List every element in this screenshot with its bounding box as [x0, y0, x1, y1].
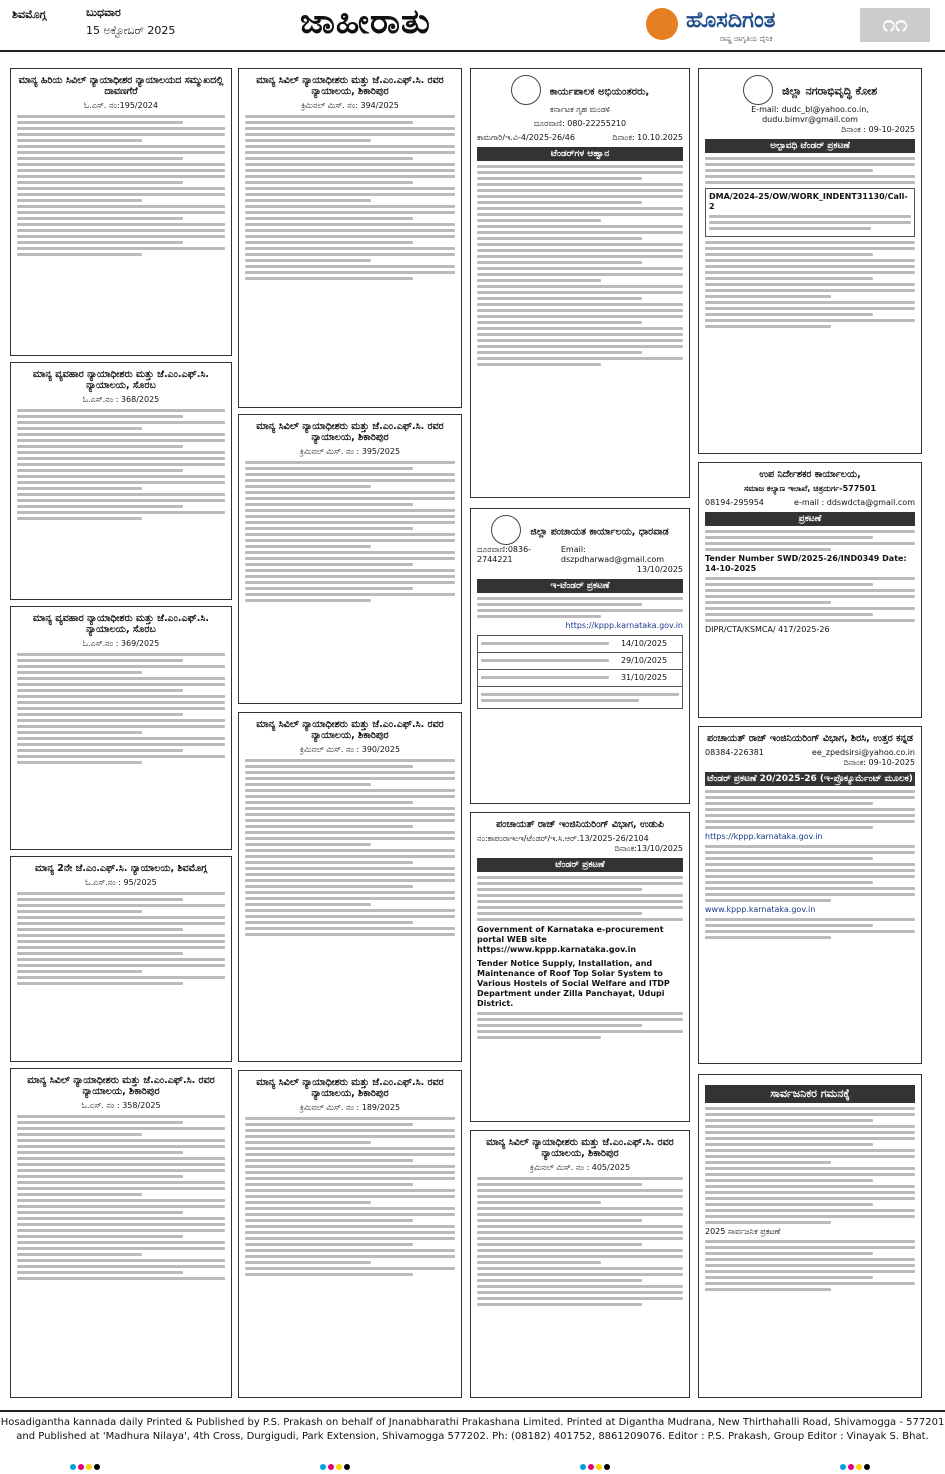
office-title: ಉಪ ನಿರ್ದೇಶಕರ ಕಾರ್ಯಾಲಯ, [759, 469, 861, 480]
notice-banner: ಇ-ಟೆಂಡರ್ ಪ್ರಕಟಣೆ [477, 579, 683, 593]
brand-tagline: ರಾಷ್ಟ್ರ ಜಾಗೃತಿಯ ದೈನಿಕ [720, 35, 773, 43]
notice-date: ದಿನಾಂಕ: 09-10-2025 [843, 758, 915, 767]
government-seal-icon [743, 75, 773, 105]
office-email: E-mail: dudc_bl@yahoo.co.in, dudu.bimvr@gmail.com [751, 105, 869, 124]
imprint-line: and Published at 'Madhura Nilaya', 4th Cross, Durgigudi, Park Extension, Shivamogga 577202. Ph: (08182) 401752, 8861209076. Editor : P.S. Prakash, Group Editor : Vinayak S. Bhat. [16, 1430, 929, 1442]
nagara-tender-notice [698, 68, 922, 454]
notice-date: 13/10/2025 [636, 565, 683, 574]
notice-banner: ಟೆಂಡರ್‌ಗಳ ಆಹ್ವಾನ [477, 147, 683, 161]
edition-day: ಬುಧವಾರ [86, 6, 121, 19]
office-title: ಜಿಲ್ಲಾ ಪಂಚಾಯತ ಕಾರ್ಯಾಲಯ, ಧಾರವಾಡ [530, 526, 669, 538]
tender-number: DMA/2024-25/OW/WORK_INDENT31130/Call-2 [709, 192, 908, 211]
public-notice [698, 1074, 922, 1398]
work-description: Tender Notice Supply, Installation, and Maintenance of Roof Top Solar System to Various Hostels of Social Welfare and ITDP Department under Zilla Panchayat, Udupi District. [477, 959, 670, 1008]
notice-heading: ಮಾನ್ಯ ಸಿವಿಲ್ ನ್ಯಾಯಾಧೀಶರು ಮತ್ತು ಜೆ.ಎಂ.ಎಫ್.ಸಿ. ರವರ ನ್ಯಾಯಾಲಯ, ಶಿಕಾರಿಪುರ [256, 1077, 444, 1099]
office-subtitle: ಕರ್ನಾಟಕ ಗೃಹ ಮಂಡಳಿ [549, 105, 611, 114]
office-email: Email: dszpdharwad@gmail.com [560, 545, 665, 564]
reference-number: ಕಾಮಗಾರಿ/ಇ.ವಿ-4/2025-26/46 [477, 133, 575, 142]
office-phone: 08384-226381 [705, 748, 764, 757]
office-phone: ದೂರವಾಣಿ: 080-22255210 [533, 119, 627, 128]
notice-heading: ಮಾನ್ಯ ಸಿವಿಲ್ ನ್ಯಾಯಾಧೀಶರು ಮತ್ತು ಜೆ.ಎಂ.ಎಫ್.ಸಿ. ರವರ ನ್ಯಾಯಾಲಯ, ಶಿಕಾರಿಪುರ [256, 421, 444, 443]
panchayat-raj-tender-notice [698, 726, 922, 1064]
dipr-reference: DIPR/CTA/KSMCA/ 417/2025-26 [705, 625, 830, 634]
imprint-footer [0, 1410, 945, 1464]
e-procurement-link[interactable]: https://kppp.karnataka.gov.in [565, 621, 683, 630]
notice-banner: ಟೆಂಡರ್ ಪ್ರಕಟಣೆ [477, 858, 683, 872]
notice-heading: ಮಾನ್ಯ ಸಿವಿಲ್ ನ್ಯಾಯಾಧೀಶರು ಮತ್ತು ಜೆ.ಎಂ.ಎಫ್.ಸಿ. ರವರ ನ್ಯಾಯಾಲಯ, ಶಿಕಾರಿಪುರ [256, 75, 444, 97]
office-title: ಪಂಚಾಯತ್ ರಾಜ್ ಇಂಜಿನಿಯರಿಂಗ್ ವಿಭಾಗ, ಶಿರಸಿ, ಉತ್ತರ ಕನ್ನಡ [707, 733, 913, 744]
reference-number: ನಂ:ಕಾಪಂರಾಇಂಇ/ಟೆಂಡರ್/ಇ.ಸಿ.ಆರ್.13/2025-26/2104 [477, 834, 649, 843]
kaiga-tender-notice [470, 68, 690, 498]
case-number: ಓ.ಎಸ್.ನಂ : 95/2025 [85, 878, 157, 887]
notice-year: 2025 ಸಾರ್ವಜನಿಕ ಪ್ರಕಟಣೆ [705, 1227, 781, 1236]
office-phone: 08194-295954 [705, 498, 764, 507]
registration-marks [840, 1455, 872, 1461]
e-procurement-link[interactable]: https://kppp.karnataka.gov.in [705, 832, 823, 841]
court-notice [238, 68, 462, 408]
notice-heading: ಮಾನ್ಯ 2ನೇ ಜೆ.ಎಂ.ಎಫ್.ಸಿ. ನ್ಯಾಯಾಲಯ, ಶಿವಮೊಗ್ಗ [35, 863, 207, 874]
notice-heading: ಮಾನ್ಯ ಸಿವಿಲ್ ನ್ಯಾಯಾಧೀಶರು ಮತ್ತು ಜೆ.ಎಂ.ಎಫ್.ಸಿ. ರವರ ನ್ಯಾಯಾಲಯ, ಶಿಕಾರಿಪುರ [27, 1075, 215, 1097]
court-notice [10, 1068, 232, 1398]
office-phone: ದೂರವಾಣಿ:0836-2744221 [477, 545, 532, 564]
samaja-kalyana-notice [698, 462, 922, 718]
edition-date: 15 ಅಕ್ಟೋಬರ್ 2025 [86, 24, 176, 37]
page-title: ಜಾಹೀರಾತು [300, 2, 431, 42]
schedule-date: 14/10/2025 [620, 639, 668, 648]
notice-banner: ಸಾರ್ವಜನಿಕರ ಗಮನಕ್ಕೆ [705, 1085, 915, 1103]
e-procurement-link[interactable]: www.kppp.karnataka.gov.in [705, 905, 816, 914]
case-number: ಕ್ರಿಮಿನಲ್ ಮಿಸ್. ನಂ : 390/2025 [299, 745, 401, 754]
brand-name: ಹೊಸದಿಗಂತ [686, 8, 776, 33]
schedule-date: 31/10/2025 [620, 673, 668, 682]
case-number: ಕ್ರಿಮಿನಲ್ ಮಿಸ್. ನಂ : 405/2025 [529, 1163, 631, 1172]
dharwad-tender-notice [470, 508, 690, 804]
case-number: ಓ.ಎಸ್. ನಂ:195/2024 [84, 101, 158, 110]
court-notice [238, 1070, 462, 1398]
notice-date: ದಿನಾಂಕ:13/10/2025 [614, 844, 683, 853]
case-number: ಓ.ಎಸ್.ನಂ : 369/2025 [82, 639, 160, 648]
udupi-tender-notice [470, 812, 690, 1122]
schedule-date: 29/10/2025 [620, 656, 668, 665]
tender-schedule-table [477, 635, 683, 709]
court-notice [10, 68, 232, 356]
brand-logo-icon [646, 8, 678, 40]
court-notice [10, 856, 232, 1062]
masthead [0, 0, 945, 52]
government-seal-icon [511, 75, 541, 105]
registration-marks [70, 1455, 102, 1461]
court-notice [10, 606, 232, 850]
notice-heading: ಮಾನ್ಯ ಸಿವಿಲ್ ನ್ಯಾಯಾಧೀಶರು ಮತ್ತು ಜೆ.ಎಂ.ಎಫ್.ಸಿ. ರವರ ನ್ಯಾಯಾಲಯ, ಶಿಕಾರಿಪುರ [256, 719, 444, 741]
page-number: ೧೧ [860, 8, 930, 42]
edition-city: ಶಿವಮೊಗ್ಗ [12, 8, 47, 21]
notice-heading: ಮಾನ್ಯ ಹಿರಿಯ ಸಿವಿಲ್ ನ್ಯಾಯಾಧೀಶರ ನ್ಯಾಯಾಲಯದ ಸಮ್ಮುಖದಲ್ಲಿ ದಾವಣಗೆರೆ [18, 75, 224, 97]
notice-date: ದಿನಾಂಕ : 09-10-2025 [841, 125, 915, 134]
imprint-line: Hosadigantha kannada daily Printed & Published by P.S. Prakash on behalf of Jnanabharathi Prakashana Limited. Printed at Digantha Mudrana, New Thirthahalli Road, Shivamogga - 577201 [0, 1417, 945, 1428]
office-title: ಜಿಲ್ಲಾ ನಗರಾಭಿವೃದ್ಧಿ ಕೋಶ [781, 84, 878, 98]
zilla-panchayat-seal-icon [491, 515, 521, 545]
notice-heading: ಮಾನ್ಯ ಸಿವಿಲ್ ನ್ಯಾಯಾಧೀಶರು ಮತ್ತು ಜೆ.ಎಂ.ಎಫ್.ಸಿ. ರವರ ನ್ಯಾಯಾಲಯ, ಶಿಕಾರಿಪುರ [486, 1137, 674, 1159]
office-title: ಕಾರ್ಯಪಾಲಕ ಅಭಿಯಂತರರು, [549, 86, 650, 98]
notice-heading: ಮಾನ್ಯ ವ್ಯವಹಾರ ನ್ಯಾಯಾಧೀಶರು ಮತ್ತು ಜೆ.ಎಂ.ಎಫ್.ಸಿ. ನ್ಯಾಯಾಲಯ, ಸೊರಬ [33, 613, 209, 635]
case-number: ಕ್ರಿಮಿನಲ್ ಮಿಸ್. ನಂ : 189/2025 [299, 1103, 401, 1112]
e-procurement-portal: Government of Karnataka e-procurement portal WEB site https://www.kppp.karnataka.gov.in [477, 925, 664, 954]
court-notice [10, 362, 232, 600]
case-number: ಕ್ರಿಮಿನಲ್ ಮಿಸ್. ನಂ : 395/2025 [299, 447, 401, 456]
case-number: ಓ.ಎಸ್. ನಂ : 358/2025 [81, 1101, 161, 1110]
court-notice [238, 414, 462, 704]
court-notice [238, 712, 462, 1062]
registration-marks [320, 1455, 352, 1461]
registration-marks [580, 1455, 612, 1461]
notice-banner: ಅಲ್ಪಾವಧಿ ಟೆಂಡರ್ ಪ್ರಕಟಣೆ [705, 139, 915, 153]
notice-heading: ಮಾನ್ಯ ವ್ಯವಹಾರ ನ್ಯಾಯಾಧೀಶರು ಮತ್ತು ಜೆ.ಎಂ.ಎಫ್.ಸಿ. ನ್ಯಾಯಾಲಯ, ಸೊರಬ [33, 369, 209, 391]
office-email: ee_zpedsirsi@yahoo.co.in [811, 748, 915, 757]
office-subtitle: ಸಮಾಜ ಕಲ್ಯಾಣ ಇಲಾಖೆ, ಚಿತ್ರದುರ್ಗ-577501 [743, 484, 877, 493]
court-notice [470, 1130, 690, 1398]
notice-banner: ಟೆಂಡರ್ ಪ್ರಕಟಣೆ 20/2025-26 (ಇ-ಪ್ರೊಕ್ಯೂರ್ಮೆಂಟ್ ಮೂಲಕ) [705, 772, 915, 786]
case-number: ಕ್ರಿಮಿನಲ್ ಮಿಸ್. ನಂ: 394/2025 [301, 101, 399, 110]
office-email: e-mail : ddswdcta@gmail.com [794, 498, 915, 507]
case-number: ಓ.ಎಸ್.ನಂ : 368/2025 [82, 395, 160, 404]
notice-date: ದಿನಾಂಕ: 10.10.2025 [612, 133, 683, 142]
tender-number: Tender Number SWD/2025-26/IND0349 Date: 14-10-2025 [705, 554, 907, 573]
office-title: ಪಂಚಾಯತ್ ರಾಜ್ ಇಂಜಿನಿಯರಿಂಗ್ ವಿಭಾಗ, ಉಡುಪಿ [496, 819, 664, 830]
notice-banner: ಪ್ರಕಟಣೆ [705, 512, 915, 526]
